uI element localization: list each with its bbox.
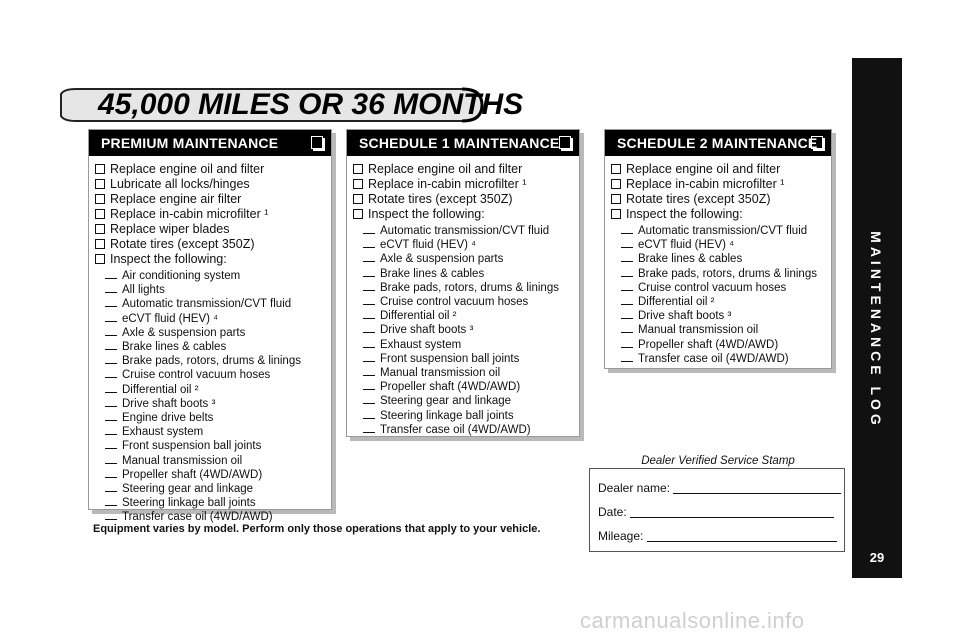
checkbox-icon[interactable] bbox=[353, 179, 363, 189]
check-line[interactable] bbox=[363, 389, 375, 390]
inspect-label: Drive shaft boots ³ bbox=[380, 324, 474, 337]
inspect-item bbox=[363, 224, 579, 238]
schedule2-task-list bbox=[605, 156, 831, 222]
check-line[interactable] bbox=[105, 363, 117, 364]
check-line[interactable] bbox=[105, 505, 117, 506]
page-title: 45,000 MILES OR 36 MONTHS bbox=[98, 88, 524, 121]
premium-heading bbox=[89, 130, 331, 156]
inspect-item bbox=[363, 394, 579, 408]
check-line[interactable] bbox=[363, 261, 375, 262]
inspect-item bbox=[105, 496, 331, 510]
inspect-item bbox=[105, 340, 331, 354]
premium-inspect-list bbox=[89, 269, 331, 525]
check-line[interactable] bbox=[105, 448, 117, 449]
check-line[interactable] bbox=[621, 304, 633, 305]
inspect-label: Steering gear and linkage bbox=[380, 395, 512, 408]
inspect-label: Automatic transmission/CVT fluid bbox=[122, 298, 292, 311]
check-line[interactable] bbox=[363, 276, 375, 277]
inspect-item bbox=[363, 295, 579, 309]
dealer-name-label: Dealer name: bbox=[598, 481, 671, 495]
check-line[interactable] bbox=[621, 361, 633, 362]
premium-task-list bbox=[89, 156, 331, 267]
inspect-label: Brake pads, rotors, drums & linings bbox=[380, 281, 559, 294]
checkbox-icon[interactable] bbox=[611, 164, 621, 174]
check-line[interactable] bbox=[363, 347, 375, 348]
checkbox-icon[interactable] bbox=[95, 224, 105, 234]
inspect-item bbox=[363, 380, 579, 394]
title-banner bbox=[58, 86, 524, 124]
inspect-label: Front suspension ball joints bbox=[380, 352, 520, 365]
watermark: carmanualsonline.info bbox=[580, 608, 805, 633]
task-item bbox=[95, 177, 331, 192]
schedule1-task-list bbox=[347, 156, 579, 222]
task-label: Replace in-cabin microfilter ¹ bbox=[110, 207, 269, 221]
inspect-label: Axle & suspension parts bbox=[122, 326, 246, 339]
check-line[interactable] bbox=[105, 377, 117, 378]
inspect-item bbox=[105, 297, 331, 311]
task-item bbox=[611, 192, 831, 207]
equipment-footnote: Equipment varies by model. Perform only those operations that apply to your vehicle. bbox=[93, 523, 541, 535]
inspect-label: Transfer case oil (4WD/AWD) bbox=[380, 423, 531, 436]
inspect-item bbox=[363, 309, 579, 323]
check-line[interactable] bbox=[621, 247, 633, 248]
task-label: Replace engine oil and filter bbox=[110, 162, 265, 176]
check-line[interactable] bbox=[363, 403, 375, 404]
inspect-label: Engine drive belts bbox=[122, 412, 214, 425]
check-line[interactable] bbox=[363, 233, 375, 234]
inspect-item bbox=[621, 295, 831, 309]
inspect-item bbox=[105, 383, 331, 397]
check-line[interactable] bbox=[105, 306, 117, 307]
checkbox-icon[interactable] bbox=[611, 194, 621, 204]
task-item bbox=[95, 252, 331, 267]
mileage-row bbox=[598, 529, 837, 543]
task-label: Replace engine oil and filter bbox=[368, 162, 523, 176]
inspect-label: eCVT fluid (HEV) ⁴ bbox=[380, 239, 477, 252]
check-line[interactable] bbox=[105, 420, 117, 421]
inspect-label: All lights bbox=[122, 284, 165, 297]
inspect-label: Front suspension ball joints bbox=[122, 440, 262, 453]
inspect-item bbox=[105, 439, 331, 453]
check-line[interactable] bbox=[105, 477, 117, 478]
check-line[interactable] bbox=[621, 318, 633, 319]
inspect-item bbox=[363, 252, 579, 266]
inspect-item bbox=[363, 238, 579, 252]
side-tab-label: MAINTENANCE LOG bbox=[868, 231, 884, 429]
inspect-item bbox=[363, 409, 579, 423]
checkbox-icon[interactable] bbox=[611, 209, 621, 219]
task-item bbox=[95, 162, 331, 177]
inspect-label: Transfer case oil (4WD/AWD) bbox=[638, 352, 789, 365]
date-row bbox=[598, 505, 834, 519]
inspect-item bbox=[363, 267, 579, 281]
inspect-item bbox=[621, 238, 831, 252]
dealer-name-field[interactable] bbox=[673, 493, 841, 494]
inspect-item bbox=[621, 224, 831, 238]
checkbox-icon[interactable] bbox=[353, 164, 363, 174]
inspect-label: Exhaust system bbox=[380, 338, 462, 351]
inspect-label: Drive shaft boots ³ bbox=[122, 397, 216, 410]
task-item bbox=[95, 192, 331, 207]
inspect-item bbox=[105, 397, 331, 411]
inspect-item bbox=[105, 482, 331, 496]
checkbox-icon bbox=[311, 136, 323, 149]
premium-maintenance-panel bbox=[88, 129, 332, 524]
check-line[interactable] bbox=[105, 278, 117, 279]
inspect-item bbox=[363, 323, 579, 337]
check-line[interactable] bbox=[621, 290, 633, 291]
task-item bbox=[95, 207, 331, 222]
task-label: Inspect the following: bbox=[626, 207, 743, 221]
inspect-label: Air conditioning system bbox=[122, 270, 241, 282]
checkbox-icon[interactable] bbox=[95, 254, 105, 264]
task-item bbox=[95, 237, 331, 252]
inspect-label: Manual transmission oil bbox=[638, 324, 759, 337]
inspect-label: Propeller shaft (4WD/AWD) bbox=[638, 338, 779, 351]
check-line[interactable] bbox=[105, 519, 117, 520]
check-line[interactable] bbox=[105, 491, 117, 492]
mileage-label: Mileage: bbox=[598, 529, 644, 543]
inspect-label: Cruise control vacuum hoses bbox=[122, 369, 271, 382]
inspect-label: Differential oil ² bbox=[380, 310, 457, 323]
inspect-item bbox=[363, 281, 579, 295]
check-line[interactable] bbox=[105, 463, 117, 464]
task-label: Rotate tires (except 350Z) bbox=[368, 192, 513, 206]
checkbox-icon bbox=[559, 136, 571, 149]
inspect-label: Brake lines & cables bbox=[380, 267, 485, 280]
check-line[interactable] bbox=[105, 292, 117, 293]
task-label: Inspect the following: bbox=[368, 207, 485, 221]
stamp-title: Dealer Verified Service Stamp bbox=[641, 455, 795, 467]
inspect-item bbox=[105, 283, 331, 297]
inspect-item bbox=[105, 368, 331, 382]
inspect-label: Automatic transmission/CVT fluid bbox=[380, 225, 550, 237]
inspect-item bbox=[621, 281, 831, 295]
inspect-item bbox=[105, 468, 331, 482]
inspect-label: Drive shaft boots ³ bbox=[638, 310, 732, 323]
inspect-item bbox=[621, 338, 831, 352]
date-label: Date: bbox=[598, 505, 627, 519]
inspect-label: Exhaust system bbox=[122, 426, 204, 439]
inspect-label: Steering gear and linkage bbox=[122, 483, 254, 496]
schedule1-inspect-list bbox=[347, 224, 579, 437]
schedule2-inspect-list bbox=[605, 224, 831, 366]
checkbox-icon[interactable] bbox=[95, 194, 105, 204]
inspect-label: Propeller shaft (4WD/AWD) bbox=[122, 468, 263, 481]
inspect-item bbox=[105, 326, 331, 340]
inspect-item bbox=[363, 338, 579, 352]
check-line[interactable] bbox=[363, 432, 375, 433]
checkbox-icon[interactable] bbox=[95, 239, 105, 249]
inspect-label: Manual transmission oil bbox=[380, 367, 501, 380]
inspect-label: Automatic transmission/CVT fluid bbox=[638, 225, 808, 237]
inspect-item bbox=[105, 312, 331, 326]
inspect-item bbox=[621, 252, 831, 266]
date-field[interactable] bbox=[630, 517, 834, 518]
task-label: Lubricate all locks/hinges bbox=[110, 177, 250, 191]
check-line[interactable] bbox=[105, 321, 117, 322]
inspect-label: Brake lines & cables bbox=[122, 341, 227, 354]
inspect-label: Brake pads, rotors, drums & linings bbox=[638, 267, 817, 280]
schedule2-heading bbox=[605, 130, 831, 156]
checkbox-icon[interactable] bbox=[611, 179, 621, 189]
check-line[interactable] bbox=[621, 332, 633, 333]
inspect-item bbox=[105, 454, 331, 468]
checkbox-icon[interactable] bbox=[353, 194, 363, 204]
inspect-label: Differential oil ² bbox=[122, 383, 199, 396]
check-line[interactable] bbox=[621, 261, 633, 262]
inspect-label: Axle & suspension parts bbox=[380, 253, 504, 266]
dealer-name-row bbox=[598, 481, 841, 495]
check-line[interactable] bbox=[105, 335, 117, 336]
inspect-label: Cruise control vacuum hoses bbox=[380, 296, 529, 309]
task-label: Rotate tires (except 350Z) bbox=[110, 237, 255, 251]
task-label: Rotate tires (except 350Z) bbox=[626, 192, 771, 206]
checkbox-icon[interactable] bbox=[95, 164, 105, 174]
check-line[interactable] bbox=[621, 276, 633, 277]
checkbox-icon[interactable] bbox=[95, 209, 105, 219]
inspect-label: Propeller shaft (4WD/AWD) bbox=[380, 381, 521, 394]
inspect-item bbox=[363, 366, 579, 380]
inspect-item bbox=[105, 269, 331, 283]
inspect-label: Steering linkage ball joints bbox=[380, 409, 514, 422]
schedule1-heading-text: SCHEDULE 1 MAINTENANCE bbox=[359, 135, 560, 151]
check-line[interactable] bbox=[363, 290, 375, 291]
check-line[interactable] bbox=[105, 349, 117, 350]
check-line[interactable] bbox=[363, 375, 375, 376]
inspect-item bbox=[363, 423, 579, 437]
inspect-label: Transfer case oil (4WD/AWD) bbox=[122, 511, 273, 524]
inspect-item bbox=[105, 354, 331, 368]
task-item bbox=[611, 207, 831, 222]
inspect-item bbox=[621, 309, 831, 323]
task-label: Replace engine air filter bbox=[110, 192, 242, 206]
task-item bbox=[353, 177, 579, 192]
inspect-label: Cruise control vacuum hoses bbox=[638, 281, 787, 294]
task-label: Replace in-cabin microfilter ¹ bbox=[626, 177, 785, 191]
checkbox-icon bbox=[811, 136, 823, 149]
inspect-item bbox=[105, 425, 331, 439]
check-line[interactable] bbox=[363, 332, 375, 333]
inspect-label: Manual transmission oil bbox=[122, 454, 243, 467]
check-line[interactable] bbox=[363, 304, 375, 305]
inspect-item bbox=[363, 352, 579, 366]
inspect-item bbox=[621, 352, 831, 366]
check-line[interactable] bbox=[105, 434, 117, 435]
check-line[interactable] bbox=[363, 318, 375, 319]
check-line[interactable] bbox=[621, 233, 633, 234]
inspect-label: Brake lines & cables bbox=[638, 253, 743, 266]
check-line[interactable] bbox=[363, 247, 375, 248]
checkbox-icon[interactable] bbox=[353, 209, 363, 219]
schedule1-maintenance-panel bbox=[346, 129, 580, 437]
inspect-label: eCVT fluid (HEV) ⁴ bbox=[638, 239, 735, 252]
inspect-item bbox=[621, 323, 831, 337]
checkbox-icon[interactable] bbox=[95, 179, 105, 189]
task-item bbox=[353, 192, 579, 207]
schedule1-heading bbox=[347, 130, 579, 156]
page-number: 29 bbox=[869, 550, 885, 565]
premium-heading-text: PREMIUM MAINTENANCE bbox=[101, 135, 279, 151]
task-item bbox=[611, 162, 831, 177]
schedule2-maintenance-panel bbox=[604, 129, 832, 369]
schedule2-heading-text: SCHEDULE 2 MAINTENANCE bbox=[617, 135, 818, 151]
check-line[interactable] bbox=[105, 392, 117, 393]
task-item bbox=[95, 222, 331, 237]
task-item bbox=[611, 177, 831, 192]
check-line[interactable] bbox=[621, 347, 633, 348]
task-item bbox=[353, 207, 579, 222]
task-label: Replace in-cabin microfilter ¹ bbox=[368, 177, 527, 191]
check-line[interactable] bbox=[105, 406, 117, 407]
inspect-label: Differential oil ² bbox=[638, 296, 715, 309]
check-line[interactable] bbox=[363, 418, 375, 419]
check-line[interactable] bbox=[363, 361, 375, 362]
task-label: Inspect the following: bbox=[110, 252, 227, 266]
inspect-label: Steering linkage ball joints bbox=[122, 497, 256, 510]
inspect-item bbox=[621, 267, 831, 281]
task-label: Replace wiper blades bbox=[110, 222, 230, 236]
mileage-field[interactable] bbox=[647, 541, 837, 542]
dealer-stamp-box bbox=[589, 468, 845, 552]
inspect-item bbox=[105, 411, 331, 425]
inspect-label: eCVT fluid (HEV) ⁴ bbox=[122, 312, 219, 325]
task-item bbox=[353, 162, 579, 177]
task-label: Replace engine oil and filter bbox=[626, 162, 781, 176]
inspect-label: Brake pads, rotors, drums & linings bbox=[122, 355, 301, 368]
